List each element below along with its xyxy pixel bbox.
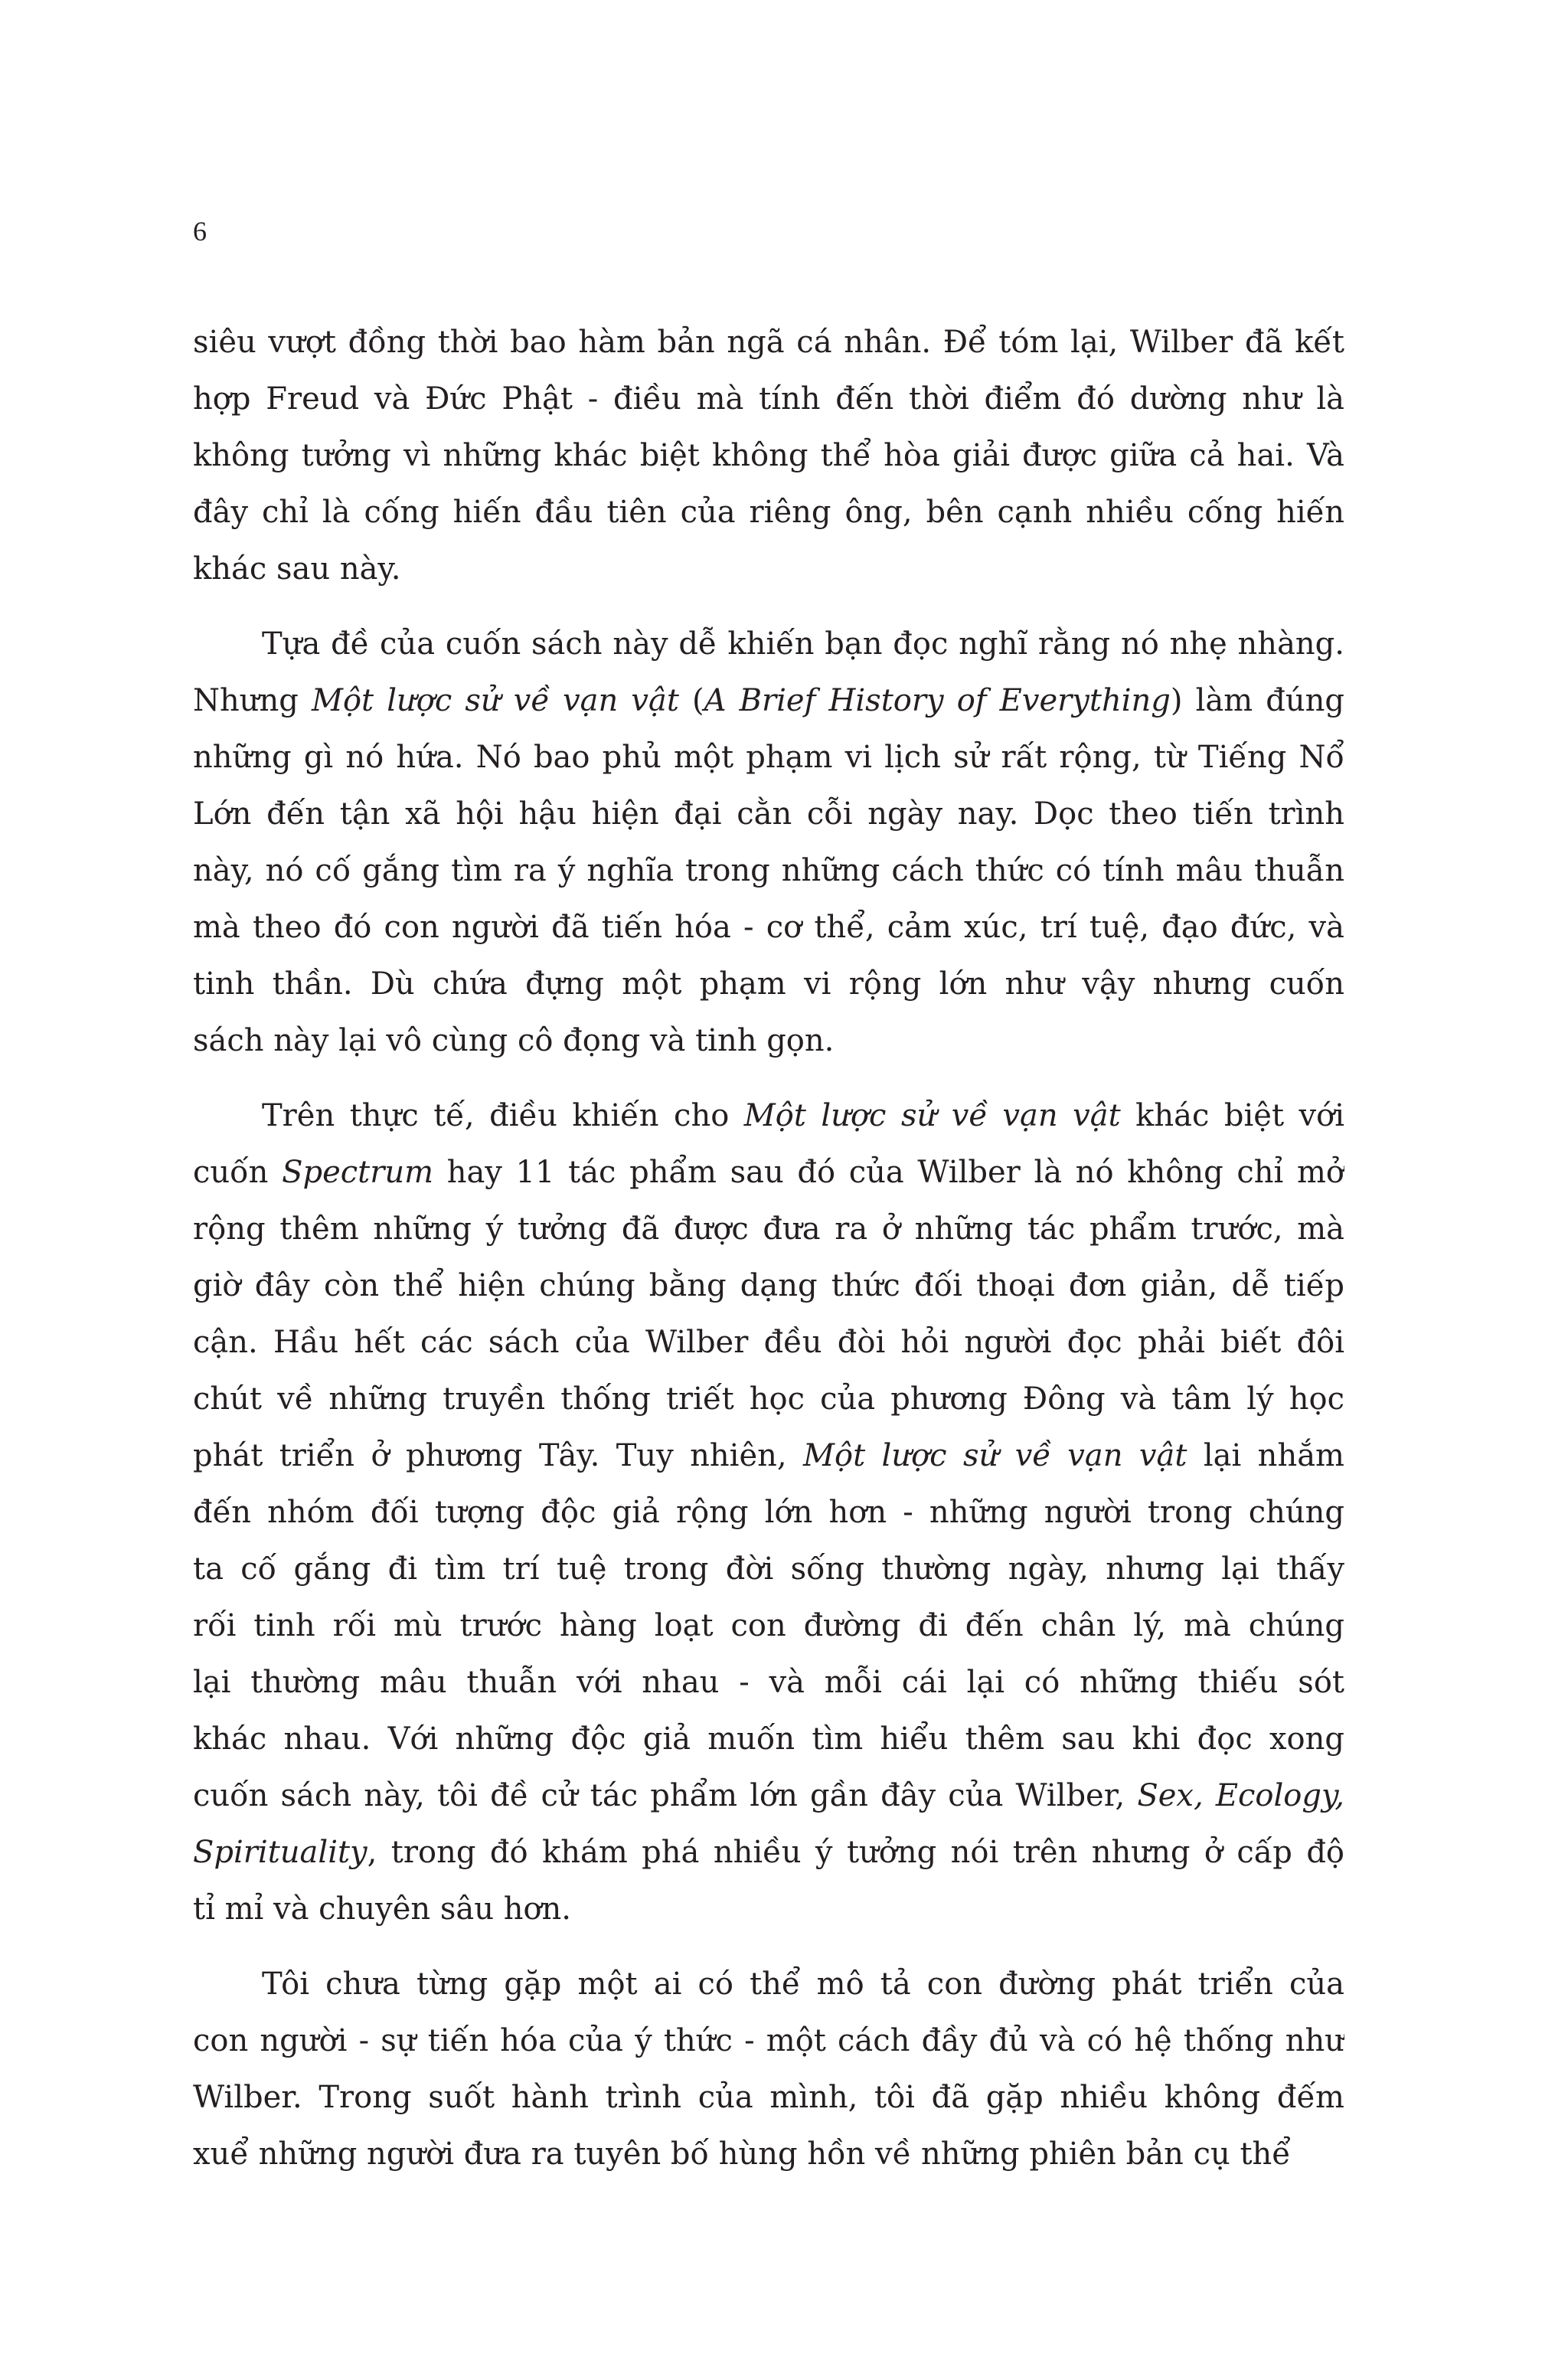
text-line	[193, 1767, 1344, 1824]
paragraph	[193, 616, 1344, 1069]
italic-title: Spirituality	[193, 1835, 368, 1870]
text-line	[193, 956, 1344, 1012]
body-text	[193, 314, 1344, 2182]
text-run: ) làm đúng	[1170, 683, 1344, 718]
paragraph	[193, 314, 1344, 597]
text-line	[193, 1824, 1344, 1881]
text-line	[193, 1314, 1344, 1371]
text-line	[193, 616, 1344, 672]
italic-title: A Brief History of Everything	[704, 683, 1171, 718]
text-run: phát triển ở phương Tây. Tuy nhiên,	[193, 1438, 804, 1473]
text-line	[193, 1012, 1344, 1069]
text-run: khác nhau. Với những độc giả muốn tìm hiểu thêm sau khi đọc xong	[193, 1721, 1344, 1757]
text-run: này, nó cố gắng tìm ra ý nghĩa trong những cách thức có tính mâu thuẫn	[193, 853, 1344, 888]
text-run: hay 11 tác phẩm sau đó của Wilber là nó không chỉ mở	[433, 1155, 1344, 1190]
text-run: Tựa đề của cuốn sách này dễ khiến bạn đọc nghĩ rằng nó nhẹ nhàng.	[262, 626, 1344, 662]
text-run: lại thường mâu thuẫn với nhau - và mỗi cái lại có những thiếu sót	[193, 1665, 1344, 1700]
text-run: tinh thần. Dù chứa đựng một phạm vi rộng lớn như vậy nhưng cuốn	[193, 966, 1344, 1002]
text-line	[193, 1541, 1344, 1597]
text-line	[193, 427, 1344, 484]
text-line	[193, 1484, 1344, 1541]
text-line	[193, 786, 1344, 842]
italic-title: Một lược sử về vạn vật	[803, 1438, 1187, 1473]
text-run: siêu vượt đồng thời bao hàm bản ngã cá nhân. Để tóm lại, Wilber đã kết	[193, 325, 1344, 360]
text-run: sách này lại vô cùng cô đọng và tinh gọn.	[193, 1023, 835, 1058]
italic-title: Một lược sử về vạn vật	[743, 1098, 1121, 1133]
text-run: cuốn sách này, tôi đề cử tác phẩm lớn gần đây của Wilber,	[193, 1778, 1138, 1813]
text-line	[193, 729, 1344, 786]
text-run: chút về những truyền thống triết học của phương Đông và tâm lý học	[193, 1381, 1344, 1417]
text-run: giờ đây còn thể hiện chúng bằng dạng thức đối thoại đơn giản, dễ tiếp	[193, 1268, 1344, 1303]
text-run: đến nhóm đối tượng độc giả rộng lớn hơn - những người trong chúng	[193, 1495, 1344, 1530]
text-line	[193, 1654, 1344, 1711]
text-line	[193, 1597, 1344, 1654]
text-run: những gì nó hứa. Nó bao phủ một phạm vi lịch sử rất rộng, từ Tiếng Nổ	[193, 740, 1344, 775]
text-run: đây chỉ là cống hiến đầu tiên của riêng ông, bên cạnh nhiều cống hiến	[193, 495, 1344, 530]
text-run: Tôi chưa từng gặp một ai có thể mô tả con đường phát triển của	[262, 1967, 1344, 2002]
text-run: ta cố gắng đi tìm trí tuệ trong đời sống thường ngày, nhưng lại thấy	[193, 1551, 1344, 1587]
text-line	[193, 371, 1344, 427]
text-line	[193, 2069, 1344, 2126]
paragraph	[193, 1087, 1344, 1937]
italic-title: Spectrum	[282, 1155, 434, 1190]
text-line	[193, 2126, 1344, 2182]
page-number: 6	[193, 216, 207, 247]
text-run: rối tinh rối mù trước hàng loạt con đường đi đến chân lý, mà chúng	[193, 1608, 1344, 1643]
text-line	[193, 1881, 1344, 1937]
paragraph-gap	[193, 1069, 1344, 1087]
text-run: mà theo đó con người đã tiến hóa - cơ thể, cảm xúc, trí tuệ, đạo đức, và	[193, 910, 1344, 945]
text-line	[193, 1711, 1344, 1767]
text-run: khác sau này.	[193, 551, 401, 587]
paragraph-gap	[193, 1937, 1344, 1956]
text-run: Lớn đến tận xã hội hậu hiện đại cằn cỗi ngày nay. Dọc theo tiến trình	[193, 796, 1344, 832]
text-line	[193, 484, 1344, 541]
text-line	[193, 314, 1344, 371]
text-line	[193, 1956, 1344, 2012]
text-run: con người - sự tiến hóa của ý thức - một cách đầy đủ và có hệ thống như	[193, 2023, 1344, 2058]
text-run: Trên thực tế, điều khiến cho	[262, 1098, 744, 1133]
text-line	[193, 1144, 1344, 1201]
text-line	[193, 842, 1344, 899]
text-run: Wilber. Trong suốt hành trình của mình, tôi đã gặp nhiều không đếm	[193, 2080, 1344, 2115]
text-line	[193, 672, 1344, 729]
paragraph	[193, 1956, 1344, 2182]
text-run: lại nhắm	[1187, 1438, 1344, 1473]
text-run: , trong đó khám phá nhiều ý tưởng nói trên nhưng ở cấp độ	[367, 1835, 1344, 1870]
text-run: khác biệt với	[1120, 1098, 1344, 1133]
text-line	[193, 541, 1344, 597]
paragraph-gap	[193, 597, 1344, 616]
text-run: Nhưng	[193, 683, 312, 718]
text-run: rộng thêm những ý tưởng đã được đưa ra ở những tác phẩm trước, mà	[193, 1211, 1344, 1247]
text-line	[193, 1087, 1344, 1144]
text-line	[193, 1201, 1344, 1257]
text-line	[193, 1257, 1344, 1314]
text-line	[193, 1427, 1344, 1484]
text-run: không tưởng vì những khác biệt không thể hòa giải được giữa cả hai. Và	[193, 438, 1344, 473]
italic-title: Một lược sử về vạn vật	[312, 683, 679, 718]
text-run: hợp Freud và Đức Phật - điều mà tính đến thời điểm đó dường như là	[193, 381, 1344, 417]
italic-title: Sex, Ecology,	[1137, 1778, 1344, 1813]
text-run: cận. Hầu hết các sách của Wilber đều đòi hỏi người đọc phải biết đôi	[193, 1325, 1344, 1360]
text-run: (	[678, 683, 704, 718]
text-run: cuốn	[193, 1155, 283, 1190]
text-line	[193, 1371, 1344, 1427]
text-run: tỉ mỉ và chuyên sâu hơn.	[193, 1891, 572, 1927]
text-line	[193, 2012, 1344, 2069]
text-run: xuể những người đưa ra tuyên bố hùng hồn về những phiên bản cụ thể	[193, 2137, 1291, 2172]
text-line	[193, 899, 1344, 956]
